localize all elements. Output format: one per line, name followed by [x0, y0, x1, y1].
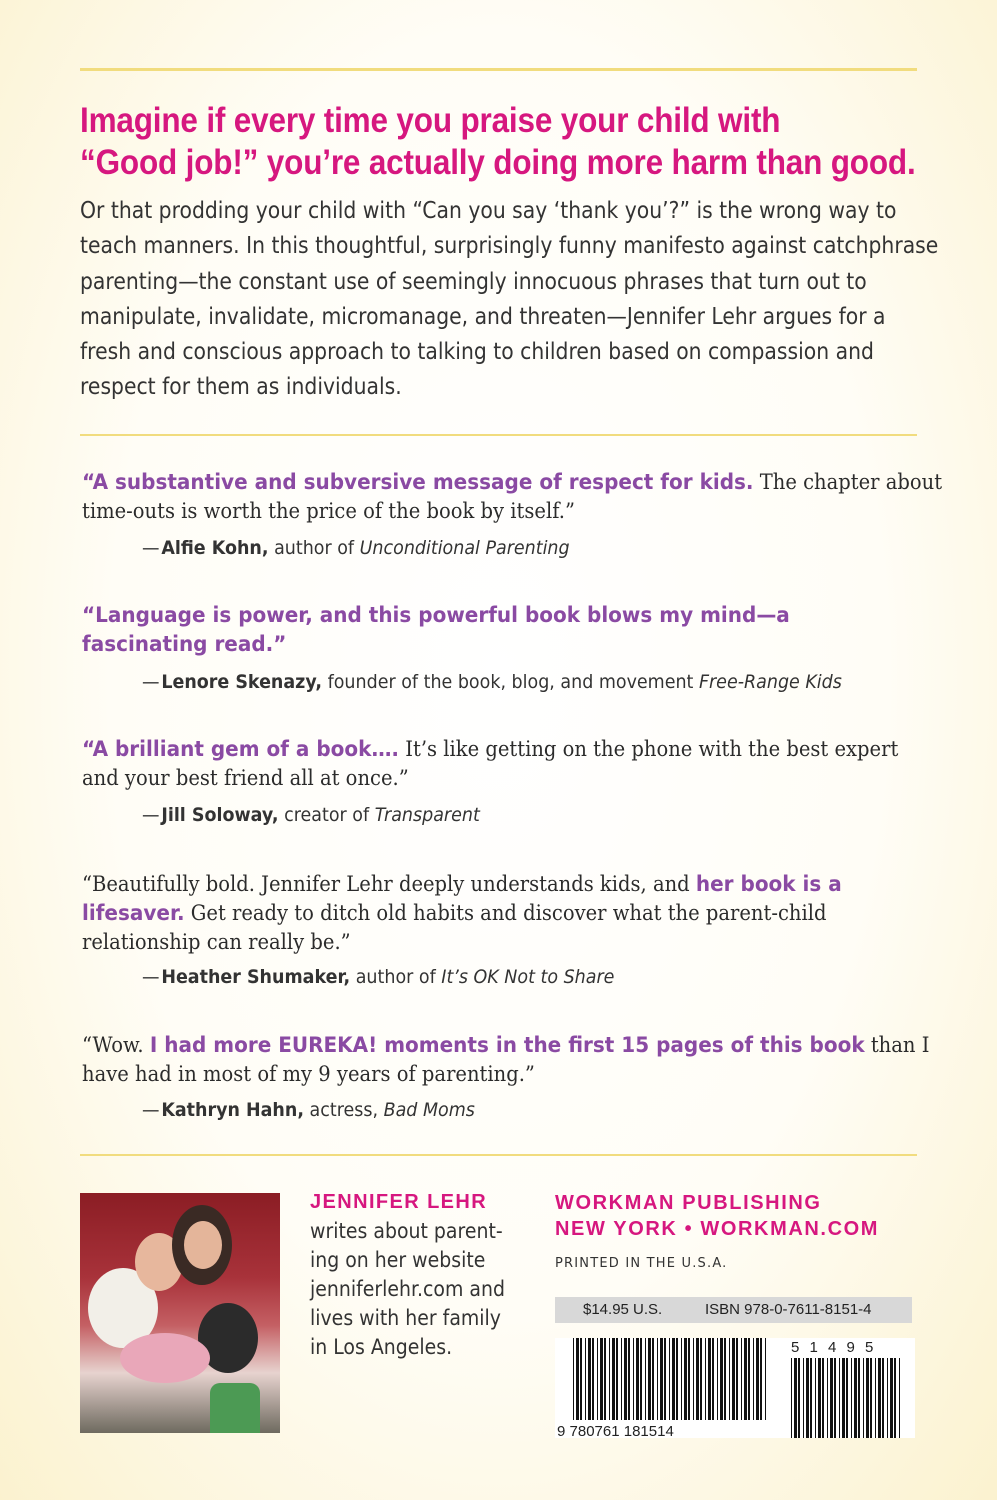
em-dash: — [142, 671, 160, 693]
barcode-bar [592, 1338, 594, 1420]
barcode-bar [681, 1338, 682, 1420]
intro-line: teach manners. In this thoughtful, surprisingly funny manifesto against catchphrase [80, 233, 939, 260]
barcode-digits: 9 780761 181514 [557, 1423, 674, 1438]
blurb-attribution [142, 1099, 475, 1121]
blurb-text: It’s like getting on the phone with the best expert [399, 737, 899, 761]
barcode-bar [628, 1338, 630, 1420]
blurb-skenazy [82, 601, 922, 659]
barcode-bar [806, 1358, 809, 1438]
barcode-bar [636, 1338, 639, 1420]
blurb-line [82, 899, 863, 928]
barcode-bar [866, 1358, 869, 1438]
bio-line: ing on her website [310, 1248, 486, 1272]
adult-face-shape [184, 1221, 222, 1269]
blurb-line: and your best friend all at once.” [82, 766, 409, 790]
barcode-bar [842, 1358, 845, 1438]
barcode-bar [854, 1358, 857, 1438]
bio-line: lives with her family [310, 1306, 501, 1330]
barcode-bar [684, 1338, 687, 1420]
barcode-bar [633, 1338, 634, 1420]
blurb-attribution [142, 966, 614, 988]
barcode-bar [693, 1338, 694, 1420]
barcode-bar [741, 1338, 742, 1420]
em-dash: — [142, 1099, 160, 1121]
barcode-graphic [555, 1338, 915, 1438]
barcode-bar [573, 1338, 574, 1420]
barcode-bar [616, 1338, 618, 1420]
blurb-highlight: “A substantive and subversive message of respect for kids. [82, 470, 754, 495]
barcode-bar [640, 1338, 642, 1420]
barcode-bar [585, 1338, 586, 1420]
author-name: JENNIFER LEHR [310, 1191, 488, 1213]
barcode-bar [708, 1338, 711, 1420]
barcode-bar [604, 1338, 606, 1420]
attribution-work: It’s OK Not to Share [441, 966, 615, 988]
blurb-line: time-outs is worth the price of the book by itself.” [82, 499, 575, 523]
barcode-bar [600, 1338, 603, 1420]
headline-line: Imagine if every time you praise your child with [80, 101, 781, 140]
barcode [555, 1338, 915, 1438]
publisher-location: NEW YORK • WORKMAN.COM [555, 1218, 880, 1240]
barcode-bar [700, 1338, 702, 1420]
printed-note: PRINTED IN THE U.S.A. [555, 1256, 728, 1271]
barcode-bar [688, 1338, 690, 1420]
intro-line: respect for them as individuals. [80, 374, 402, 401]
blurb-highlight: fascinating read.” [82, 632, 287, 657]
blurb-kohn [82, 468, 943, 526]
barcode-bar [660, 1338, 663, 1420]
barcode-bar [612, 1338, 615, 1420]
blurb-line: have had in most of my 9 years of parenting.” [82, 1062, 535, 1086]
barcode-bar [588, 1338, 591, 1420]
attribution-work: Transparent [374, 804, 480, 826]
barcode-bar [729, 1338, 730, 1420]
em-dash: — [142, 804, 160, 826]
price: $14.95 U.S. [583, 1301, 663, 1318]
attribution-work: Unconditional Parenting [359, 537, 570, 559]
barcode-bar [887, 1358, 888, 1438]
headline [80, 100, 916, 184]
barcode-bars [573, 1338, 766, 1420]
barcode-bar [732, 1338, 735, 1420]
barcode-bar [748, 1338, 750, 1420]
blurb-line: relationship can really be.” [82, 930, 351, 954]
barcode-bar [830, 1358, 833, 1438]
attribution-name: Alfie Kohn, [161, 537, 269, 559]
attribution-work: Free-Range Kids [698, 671, 842, 693]
attribution-work: Bad Moms [383, 1099, 475, 1121]
top-divider [80, 68, 917, 71]
barcode-bar [818, 1358, 821, 1438]
headline-line: “Good job!” you’re actually doing more harm than good. [80, 143, 916, 182]
barcode-bar [756, 1338, 759, 1420]
attribution-name: Jill Soloway, [161, 804, 279, 826]
attribution-role: author of [350, 966, 442, 988]
barcode-bar [753, 1338, 754, 1420]
barcode-bar [676, 1338, 678, 1420]
blurb-text: The chapter about [753, 470, 943, 494]
barcode-bar [672, 1338, 675, 1420]
barcode-bar [765, 1338, 766, 1420]
intro-line: Or that prodding your child with “Can you say ‘thank you’?” is the wrong way to [80, 198, 897, 224]
blurb-line [82, 735, 899, 764]
blurb-highlight: her book is a [695, 872, 842, 897]
attribution-role: creator of [278, 804, 375, 826]
blurb-line [82, 468, 943, 497]
blurb-shumaker [82, 870, 922, 957]
barcode-bar [705, 1338, 706, 1420]
blurb-text: “Wow. [82, 1033, 150, 1057]
barcode-bar [717, 1338, 718, 1420]
boots-shape [210, 1383, 260, 1433]
barcode-bar [580, 1338, 582, 1420]
barcode-bar [894, 1358, 896, 1438]
barcode-bar [576, 1338, 579, 1420]
barcode-bar [858, 1358, 860, 1438]
barcode-bar [645, 1338, 646, 1420]
dress-shape [120, 1333, 210, 1383]
barcode-bar [890, 1358, 893, 1438]
barcode-bar [760, 1338, 762, 1420]
blurb-highlight: I had more EUREKA! moments in the first 15 pages of this book [149, 1033, 865, 1058]
blurb-text: “Beautifully bold. Jennifer Lehr deeply understands kids, and [82, 872, 696, 896]
author-bio [310, 1188, 535, 1362]
barcode-bar [882, 1358, 884, 1438]
barcode-bar [899, 1358, 900, 1438]
barcode-bar [827, 1358, 828, 1438]
publisher-block [555, 1190, 879, 1242]
blurb-highlight: “Language is power, and this powerful book blows my mind—a [82, 603, 790, 628]
barcode-bar [696, 1338, 699, 1420]
barcode-bar [822, 1358, 824, 1438]
barcode-bar [657, 1338, 658, 1420]
blurb-attribution [142, 804, 480, 826]
blurb-attribution [142, 671, 842, 693]
bio-line: in Los Angeles. [310, 1335, 453, 1359]
barcode-bar [736, 1338, 738, 1420]
barcode-bar [712, 1338, 714, 1420]
author-photo [80, 1193, 280, 1433]
barcode-bar [839, 1358, 840, 1438]
blurb-attribution [142, 537, 570, 559]
barcode-bar [609, 1338, 610, 1420]
barcode-bar [834, 1358, 836, 1438]
barcode-bar [720, 1338, 723, 1420]
barcode-bar [744, 1338, 747, 1420]
blurb-soloway [82, 735, 922, 793]
blurb-hahn [82, 1031, 930, 1089]
addon-digits: 5 1 4 9 5 [791, 1339, 877, 1356]
section-divider [80, 434, 917, 436]
attribution-role: founder of the book, blog, and movement [322, 671, 699, 693]
addon-bars [791, 1358, 900, 1438]
price-isbn-bar [555, 1297, 912, 1323]
intro-paragraph [80, 194, 939, 406]
attribution-role: author of [268, 537, 360, 559]
barcode-bar [815, 1358, 816, 1438]
barcode-bar [621, 1338, 622, 1420]
bio-line: writes about parent- [310, 1219, 503, 1243]
blurb-highlight: lifesaver. [82, 901, 185, 926]
barcode-bar [863, 1358, 864, 1438]
barcode-bar [652, 1338, 654, 1420]
section-divider [80, 1154, 917, 1156]
blurb-line [82, 1031, 930, 1060]
barcode-bar [791, 1358, 792, 1438]
barcode-bar [794, 1358, 797, 1438]
isbn: ISBN 978-0-7611-8151-4 [705, 1301, 872, 1318]
barcode-bar [798, 1358, 800, 1438]
barcode-bar [846, 1358, 848, 1438]
barcode-bar [624, 1338, 627, 1420]
barcode-bar [648, 1338, 651, 1420]
intro-line: fresh and conscious approach to talking to children based on compassion and [80, 339, 874, 366]
barcode-bar [875, 1358, 876, 1438]
barcode-bar [870, 1358, 872, 1438]
barcode-bar [664, 1338, 666, 1420]
barcode-bar [803, 1358, 804, 1438]
blurb-text: Get ready to ditch old habits and discover what the parent-child [184, 901, 827, 925]
attribution-name: Heather Shumaker, [161, 966, 351, 988]
blurb-text: than I [864, 1033, 930, 1057]
em-dash: — [142, 966, 160, 988]
barcode-bar [669, 1338, 670, 1420]
bio-line: jenniferlehr.com and [310, 1277, 505, 1301]
barcode-bar [810, 1358, 812, 1438]
intro-line: manipulate, invalidate, micromanage, and threaten—Jennifer Lehr argues for a [80, 303, 886, 330]
attribution-name: Kathryn Hahn, [161, 1099, 304, 1121]
em-dash: — [142, 537, 160, 559]
barcode-bar [851, 1358, 852, 1438]
barcode-bar [878, 1358, 881, 1438]
attribution-role: actress, [303, 1099, 384, 1121]
attribution-name: Lenore Skenazy, [161, 671, 323, 693]
barcode-bar [724, 1338, 726, 1420]
publisher-name: WORKMAN PUBLISHING [555, 1192, 822, 1214]
barcode-bar [597, 1338, 598, 1420]
blurb-highlight: “A brilliant gem of a book…. [82, 737, 400, 762]
intro-line: parenting—the constant use of seemingly innocuous phrases that turn out to [80, 268, 867, 295]
blurb-line [82, 870, 863, 899]
